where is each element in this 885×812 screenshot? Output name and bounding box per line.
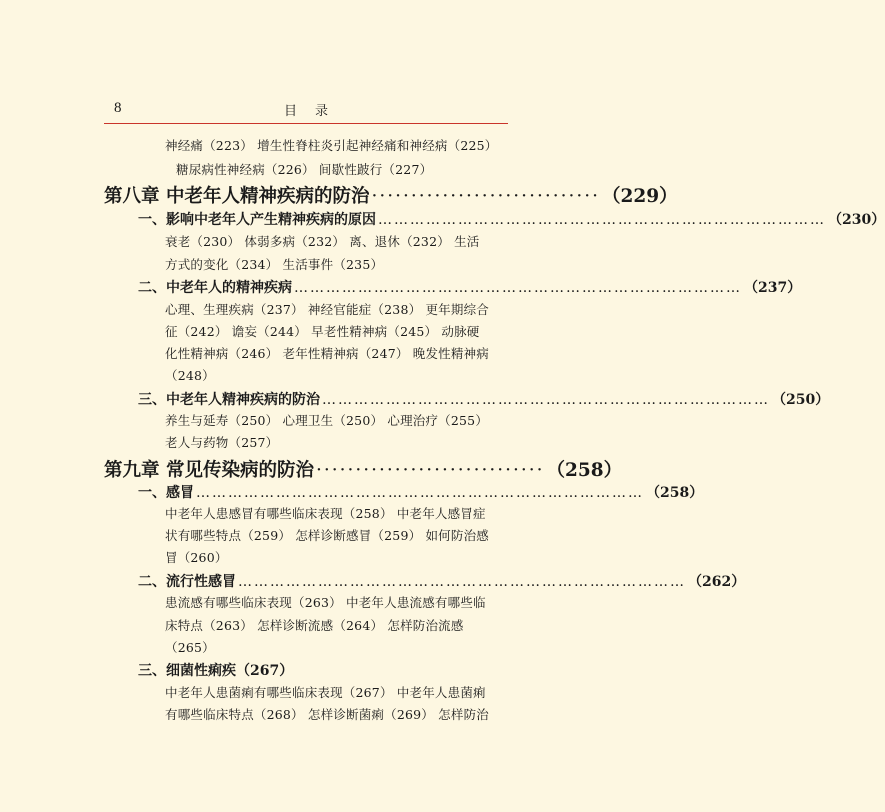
- section-page: （250）: [772, 392, 830, 408]
- toc-entry-line: 方式的变化（234） 生活事件（235）: [165, 257, 384, 272]
- dot-leader: ·····························: [315, 460, 545, 481]
- toc-entry-line: 养生与延寿（250） 心理卫生（250） 心理治疗（255）: [165, 413, 489, 428]
- section-title: 一、影响中老年人产生精神疾病的原因: [138, 212, 376, 228]
- running-title: 目录: [283, 104, 346, 119]
- section-title: 二、流行性感冒: [138, 574, 236, 590]
- chapter-9-heading: [104, 456, 623, 482]
- page-header: [104, 100, 508, 122]
- dot-leader: …………………………………………………………………………: [294, 280, 742, 296]
- chapter-page: （258）: [546, 460, 623, 481]
- section-page: （230）: [828, 212, 885, 228]
- chapter-title: 第九章 常见传染病的防治: [104, 460, 314, 481]
- header-rule: [104, 123, 508, 124]
- dot-leader: …………………………………………………………………………: [196, 485, 644, 501]
- toc-entry-line: 老人与药物（257）: [165, 435, 279, 450]
- dot-leader: …………………………………………………………………………: [322, 392, 770, 408]
- toc-entry-line: （248）: [165, 368, 215, 383]
- toc-entry-line: （265）: [165, 640, 215, 655]
- toc-entry-line: 神经痛（223） 增生性脊柱炎引起神经痛和神经病（225）: [165, 138, 498, 153]
- toc-entry-line: 冒（260）: [165, 550, 228, 565]
- section-page: （258）: [646, 485, 704, 501]
- section-page: （237）: [744, 280, 802, 296]
- toc-entry-line: 化性精神病（246） 老年性精神病（247） 晚发性精神病: [165, 346, 489, 361]
- section-title: 二、中老年人的精神疾病: [138, 280, 292, 296]
- dot-leader: …………………………………………………………………………: [238, 574, 686, 590]
- toc-entry-line: 糖尿病性神经病（226） 间歇性跛行（227）: [176, 162, 433, 177]
- page-number: 8: [114, 100, 122, 116]
- section-heading: 三、细菌性痢疾（267）: [138, 663, 294, 679]
- toc-entry-line: 有哪些临床特点（268） 怎样诊断菌痢（269） 怎样防治: [165, 707, 489, 722]
- section-title: 三、中老年人精神疾病的防治: [138, 392, 320, 408]
- section-heading: [138, 277, 802, 297]
- section-heading: [138, 571, 746, 591]
- toc-entry-line: 患流感有哪些临床表现（263） 中老年人患流感有哪些临: [165, 595, 486, 610]
- dot-leader: …………………………………………………………………………: [378, 212, 826, 228]
- toc-entry-line: 征（242） 谵妄（244） 早老性精神病（245） 动脉硬: [165, 324, 480, 339]
- chapter-page: （229）: [602, 186, 678, 207]
- section-heading: [138, 209, 885, 229]
- chapter-title: 第八章 中老年人精神疾病的防治: [104, 186, 370, 207]
- section-page: （262）: [688, 574, 746, 590]
- toc-entry-line: 床特点（263） 怎样诊断流感（264） 怎样防治流感: [165, 618, 464, 633]
- section-title: 一、感冒: [138, 485, 194, 501]
- section-heading: [138, 482, 704, 502]
- chapter-8-heading: [104, 182, 678, 208]
- toc-entry-line: 状有哪些特点（259） 怎样诊断感冒（259） 如何防治感: [165, 528, 489, 543]
- section-heading: [138, 389, 830, 409]
- toc-entry-line: 衰老（230） 体弱多病（232） 离、退休（232） 生活: [165, 234, 480, 249]
- toc-entry-line: 心理、生理疾病（237） 神经官能症（238） 更年期综合: [165, 302, 489, 317]
- toc-entry-line: 中老年人患感冒有哪些临床表现（258） 中老年人感冒症: [165, 506, 486, 521]
- toc-entry-line: 中老年人患菌痢有哪些临床表现（267） 中老年人患菌痢: [165, 685, 486, 700]
- dot-leader: ·····························: [371, 186, 600, 207]
